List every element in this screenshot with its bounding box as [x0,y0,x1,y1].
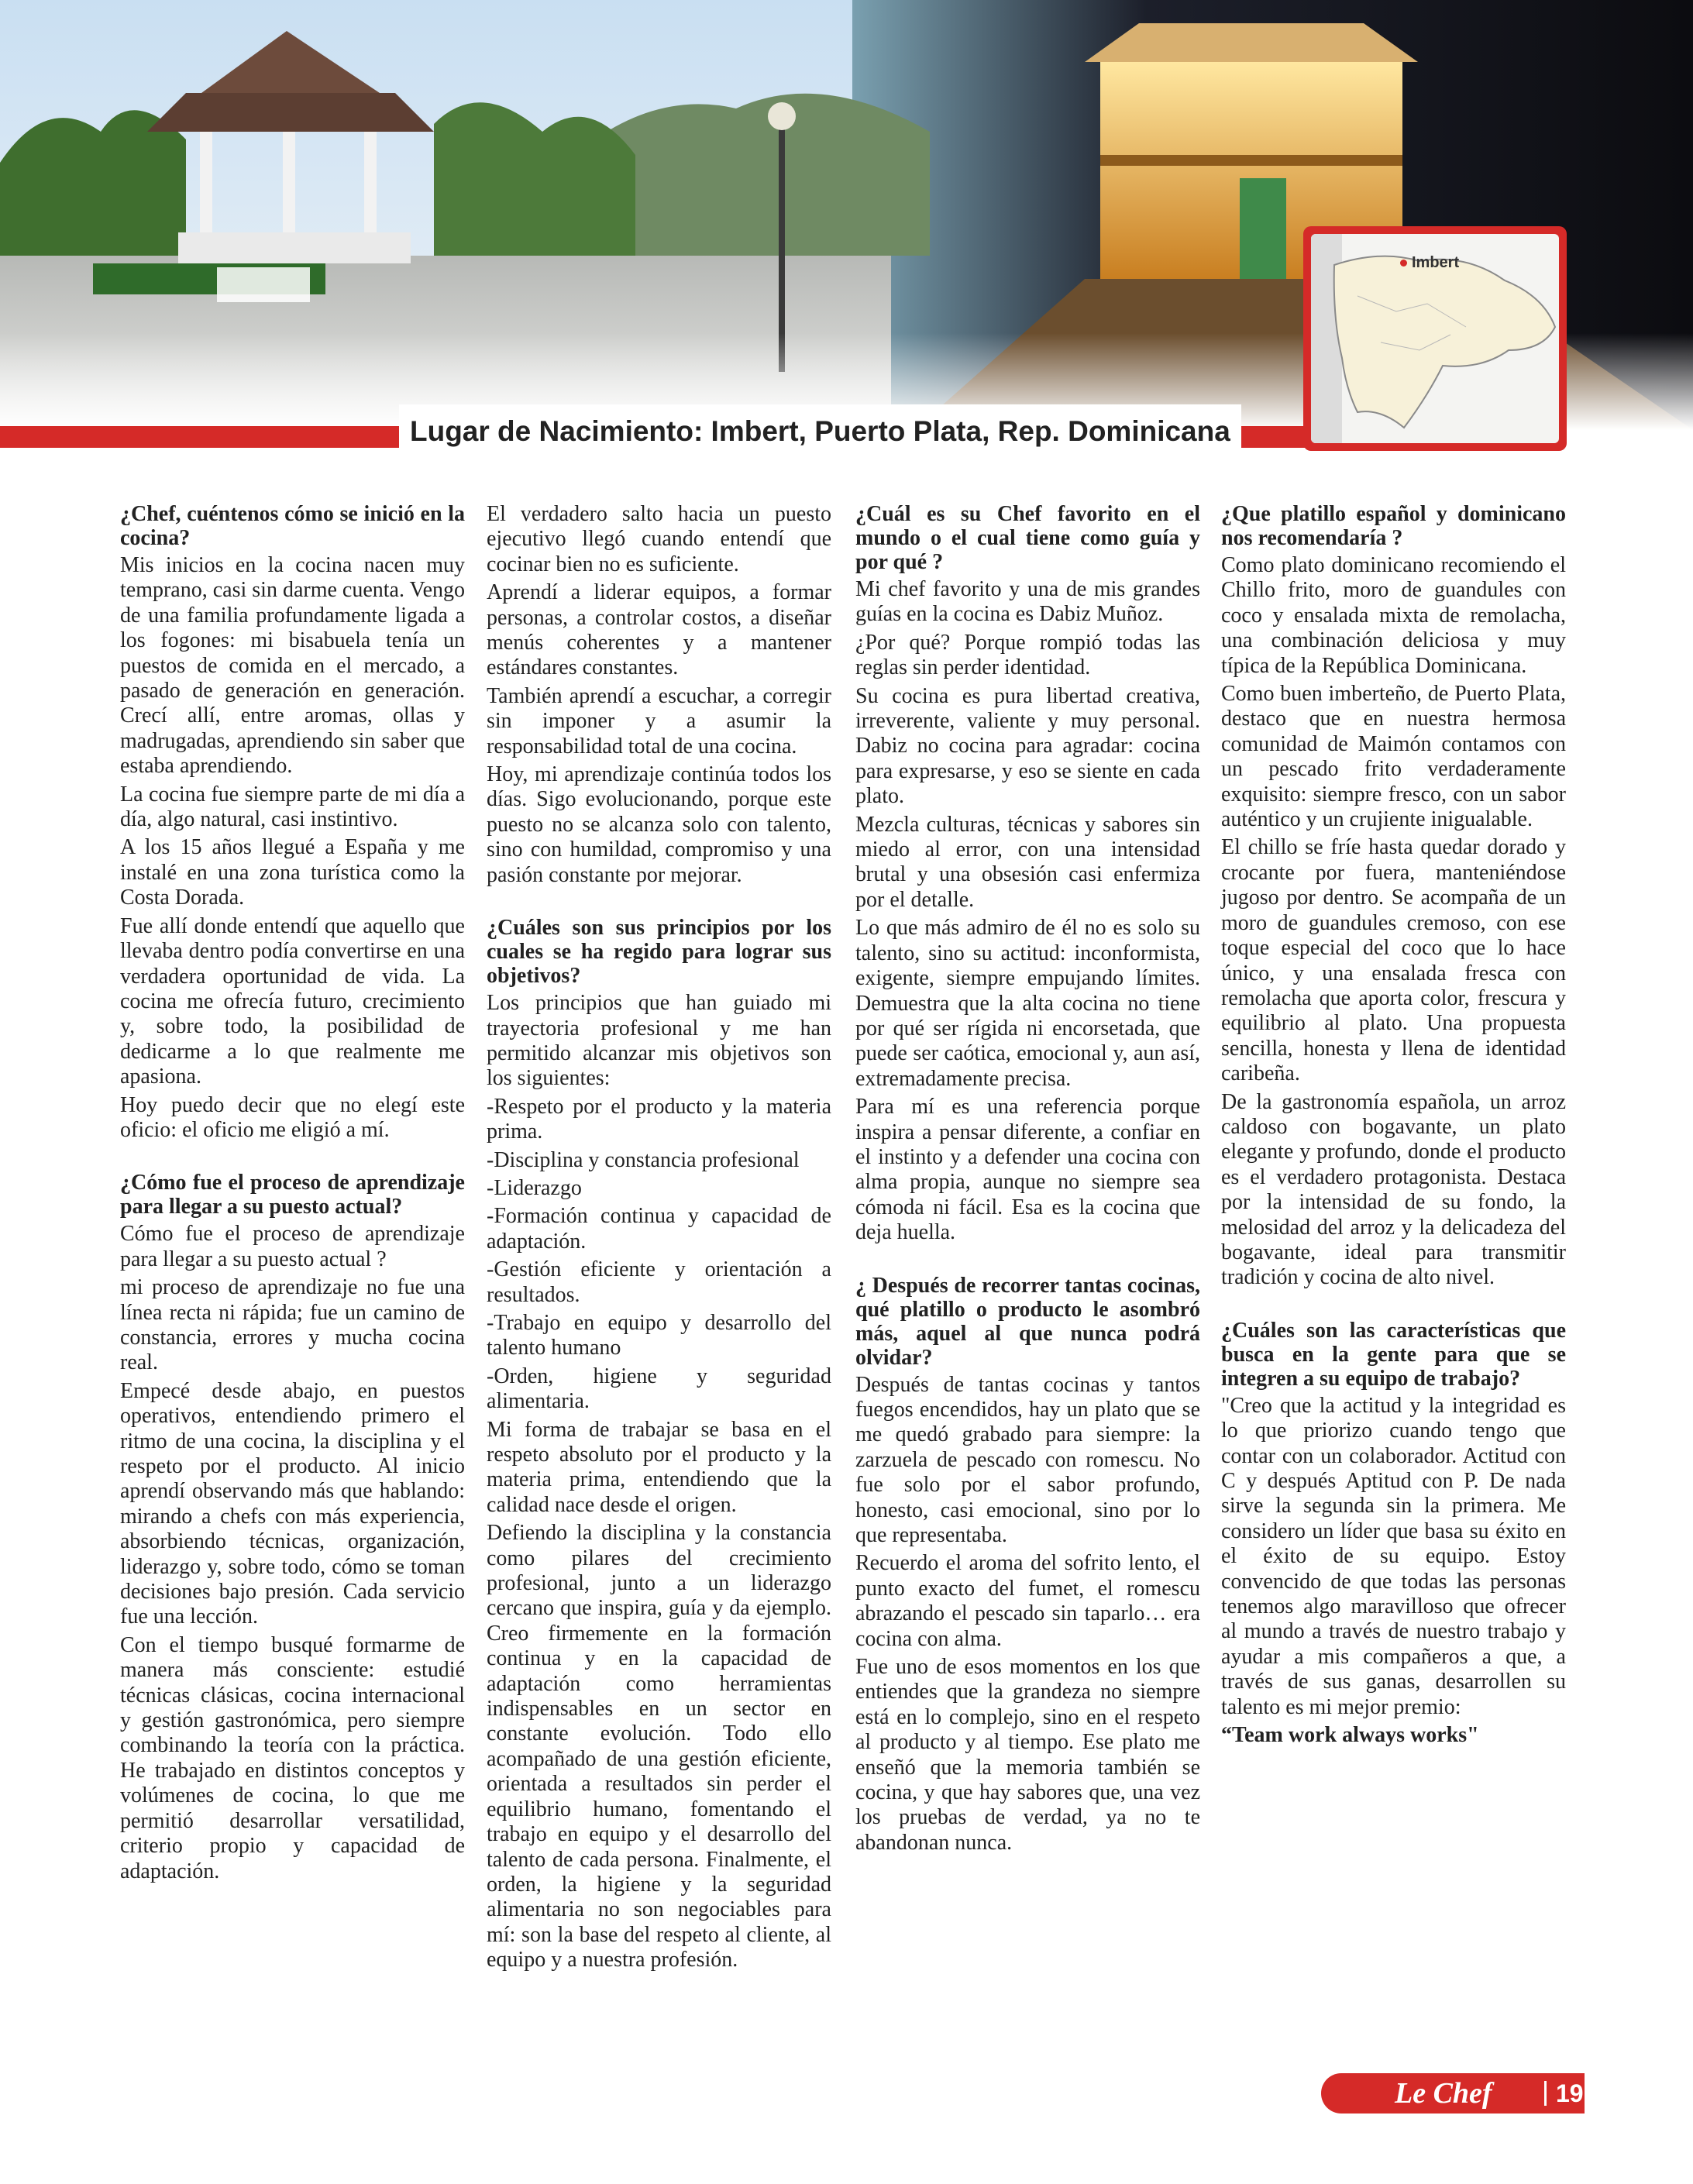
answer-paragraph: -Formación continua y capacidad de adaptación. [487,1204,831,1254]
answer-paragraph: Mi forma de trabajar se basa en el respeto absoluto por el producto y la materia prima, entendiendo que la calidad nace desde el origen. [487,1417,831,1517]
footer-separator [1544,2081,1547,2106]
question-heading: ¿Chef, cuéntenos cómo se inició en la cocina? [120,502,465,550]
answer-paragraph: Defiendo la disciplina y la constancia como pilares del crecimiento profesional, junto a un liderazgo cercano que inspira, guía y da ejemplo. Creo firmemente en la formación continua y en la capacidad de adaptación como herramientas indispensables en un sector en constante evolución. Todo ello acompañado de una gestión eficiente, orientada a resultados sin perder el equilibrio humano, fomentando el trabajo en equipo y el desarrollo del talento de cada persona. Finalmente, el orden, la higiene y la seguridad alimentaria no son negociables para mí: son la base del respeto al cliente, al equipo y a nuestra profesión. [487,1521,831,1972]
answer-paragraph: Mezcla culturas, técnicas y sabores sin miedo al error, con una intensidad brutal y una obsesión casi enfermiza por el detalle. [855,812,1200,912]
answer-paragraph: El chillo se fríe hasta quedar dorado y crocante por fuera, manteniéndose jugoso por dentro. Se acompaña de un moro de guandules cremoso, con ese toque especial del coco que lo hace único, y una ensalada fresca con remolacha que aporta color, frescura y equilibrio al plato. Una propuesta sencilla, honesta y llena de identidad caribeña. [1221,835,1566,1086]
answer-paragraph: A los 15 años llegué a España y me instalé en una zona turística como la Costa Dorada. [120,835,465,910]
page-number: 19 [1556,2079,1584,2107]
answer-paragraph: Con el tiempo busqué formarme de manera más consciente: estudié técnicas clásicas, cocina internacional y gestión gastronómica, pero siempre combinando la teoría con la práctica. He trabajado en distintos conceptos y volúmenes de cocina, lo que me permitió desarrollar versatilidad, criterio propio y capacidad de adaptación. [120,1632,465,1883]
location-map [1303,226,1567,451]
answer-paragraph: Lo que más admiro de él no es solo su talento, sino su actitud: inconformista, exigente, siempre empujando límites. Demuestra que la alta cocina no tiene por qué ser rígida ni encorsetada, que puede ser caótica, emocional y, aun así, extremadamente precisa. [855,916,1200,1091]
answer-paragraph: El verdadero salto hacia un puesto ejecutivo llegó cuando entendí que cocinar bien no es suficiente. [487,502,831,576]
answer-paragraph: Recuerdo el aroma del sofrito lento, el punto exacto del fumet, el romescu abrazando el pescado sin taparlo… era cocina con alma. [855,1551,1200,1651]
answer-paragraph: Su cocina es pura libertad creativa, irreverente, valiente y muy personal. Dabiz no cocina para agradar: cocina para expresarse, y eso se siente en cada plato. [855,683,1200,809]
answer-paragraph: -Gestión eficiente y orientación a resultados. [487,1257,831,1307]
answer-paragraph: Cómo fue el proceso de aprendizaje para llegar a su puesto actual ? [120,1222,465,1271]
question-heading: ¿Cómo fue el proceso de aprendizaje para llegar a su puesto actual? [120,1171,465,1219]
answer-paragraph: Empecé desde abajo, en puestos operativos, entendiendo primero el ritmo de una cocina, la disciplina y el respeto por el producto. Al inicio aprendí observando más que hablando: mirando a chefs con más experiencia, absorbiendo técnicas, organización, liderazgo y, sobre todo, cómo se toman decisiones bajo presión. Cada servicio fue una lección. [120,1378,465,1629]
answer-paragraph: Como plato dominicano recomiendo el Chillo frito, moro de guandules con coco y ensalada mixta de remolacha, una combinación deliciosa y muy típica de la República Dominicana. [1221,553,1566,678]
article-column-1 [120,502,465,1887]
article-column-3 [855,502,1200,1859]
answer-paragraph: Mi chef favorito y una de mis grandes guías en la cocina es Dabiz Muñoz. [855,577,1200,627]
answer-paragraph: mi proceso de aprendizaje no fue una línea recta ni rápida; fue un camino de constancia, errores y mucha cocina real. [120,1275,465,1375]
question-heading: ¿Cuáles son sus principios por los cuales se ha regido para lograr sus objetivos? [487,916,831,989]
magazine-brand: Le Chef [1395,2077,1492,2110]
answer-paragraph: Mis inicios en la cocina nacen muy temprano, casi sin darme cuenta. Vengo de una familia profundamente ligada a los fogones: mi bisabuela tenía un puestos de comida en el mercado, a pasado de generación en generación. Crecí allí, entre aromas, ollas y madrugadas, aprendiendo sin saber que estaba aprendiendo. [120,553,466,779]
answer-paragraph: ¿Por qué? Porque rompió todas las reglas sin perder identidad. [855,630,1200,680]
closing-quote: “Team work always works" [1221,1723,1479,1748]
answer-paragraph: "Creo que la actitud y la integridad es lo que priorizo cuando tengo que contar con un colaborador. Actitud con C y después Aptitud con P. De nada sirve la segunda sin la primera. Me considero un líder que basa su éxito en el éxito de su equipo. Estoy convencido de que todas las personas tenemos algo maravilloso que ofrecer al mundo a través de nuestro trabajo y ayudar a mis compañeros a que, a través de sus ganas, desarrollen su talento es mi mejor premio: [1221,1393,1566,1719]
answer-paragraph: Después de tantas cocinas y tantos fuegos encendidos, hay un plato que se me quedó grabado para siempre: la zarzuela de pescado con romescu. No fue solo por el sabor profundo, honesto, casi emocional, sino por lo que representaba. [855,1372,1200,1547]
answer-paragraph: Como buen imberteño, de Puerto Plata, destaco que en nuestra hermosa comunidad de Maimón contamos con un pescado frito verdaderamente exquisito: siempre fresco, con un sabor auténtico y un crujiente inigualable. [1221,682,1566,832]
birthplace-caption: Lugar de Nacimiento: Imbert, Puerto Plata, Rep. Dominicana [399,404,1241,459]
answer-paragraph: También aprendí a escuchar, a corregir sin imponer y a asumir la responsabilidad total de una cocina. [487,683,831,758]
answer-paragraph: Hoy puedo decir que no elegí este oficio: el oficio me eligió a mí. [120,1092,465,1142]
answer-paragraph: -Respeto por el producto y la materia prima. [487,1094,831,1144]
answer-paragraph: Los principios que han guiado mi trayectoria profesional y me han permitido alcanzar mis objetivos son los siguientes: [487,991,831,1091]
answer-paragraph: -Orden, higiene y seguridad alimentaria. [487,1364,831,1414]
answer-paragraph: Para mí es una referencia porque inspira a pensar diferente, a confiar en el instinto y a defender una cocina con alma propia, aunque no siempre sea cómoda ni fácil. Esa es la cocina que deja huella. [855,1095,1200,1245]
map-panel [1311,234,1559,443]
article-column-2 [487,502,831,1976]
answer-paragraph: De la gastronomía española, un arroz caldoso con bogavante, un plato elegante y profundo, donde el producto es el verdadero protagonista. Destaca por la intensidad de su fondo, la melosidad del arroz y la delicadeza del bogavante, ideal para transmitir tradición y cocina de alto nivel. [1221,1089,1566,1290]
article-column-4 [1221,502,1566,1751]
question-heading: ¿ Después de recorrer tantas cocinas, qué platillo o producto le asombró más, aquel al que nunca podrá olvidar? [855,1273,1200,1370]
question-heading: ¿Que platillo español y dominicano nos recomendaría ? [1221,502,1566,550]
map-label: Imbert [1412,254,1460,271]
answer-paragraph: Fue allí donde entendí que aquello que llevaba dentro podía convertirse en una verdadera oportunidad de vida. La cocina me ofrecía futuro, crecimiento y, sobre todo, la posibilidad de dedicarme a lo que realmente me apasiona. [120,913,465,1089]
answer-paragraph: -Disciplina y constancia profesional [487,1147,800,1172]
answer-paragraph: -Trabajo en equipo y desarrollo del talento humano [487,1310,831,1360]
question-heading: ¿Cuáles son las características que busca en la gente para que se integren a su equipo de trabajo? [1221,1318,1566,1391]
question-heading: ¿Cuál es su Chef favorito en el mundo o el cual tiene como guía y por qué ? [855,502,1200,574]
answer-paragraph: -Liderazgo [487,1175,582,1200]
imbert-location-marker [1400,260,1407,267]
answer-paragraph: Fue uno de esos momentos en los que entiendes que la grandeza no siempre está en lo complejo, sino en el respeto al producto y al tiempo. Ese plato me enseñó que la memoria también se cocina, y que hay sabores que, una vez los pruebas de verdad, ya no te abandonan nunca. [855,1655,1200,1855]
answer-paragraph: Hoy, mi aprendizaje continúa todos los días. Sigo evolucionando, porque este puesto no se alcanza solo con talento, sino con humildad, compromiso y una pasión constante por mejorar. [487,762,831,887]
answer-paragraph: Aprendí a liderar equipos, a formar personas, a controlar costos, a diseñar menús coherentes y a mantener estándares constantes. [487,580,831,680]
answer-paragraph: La cocina fue siempre parte de mi día a día, algo natural, casi instintivo. [120,782,465,832]
